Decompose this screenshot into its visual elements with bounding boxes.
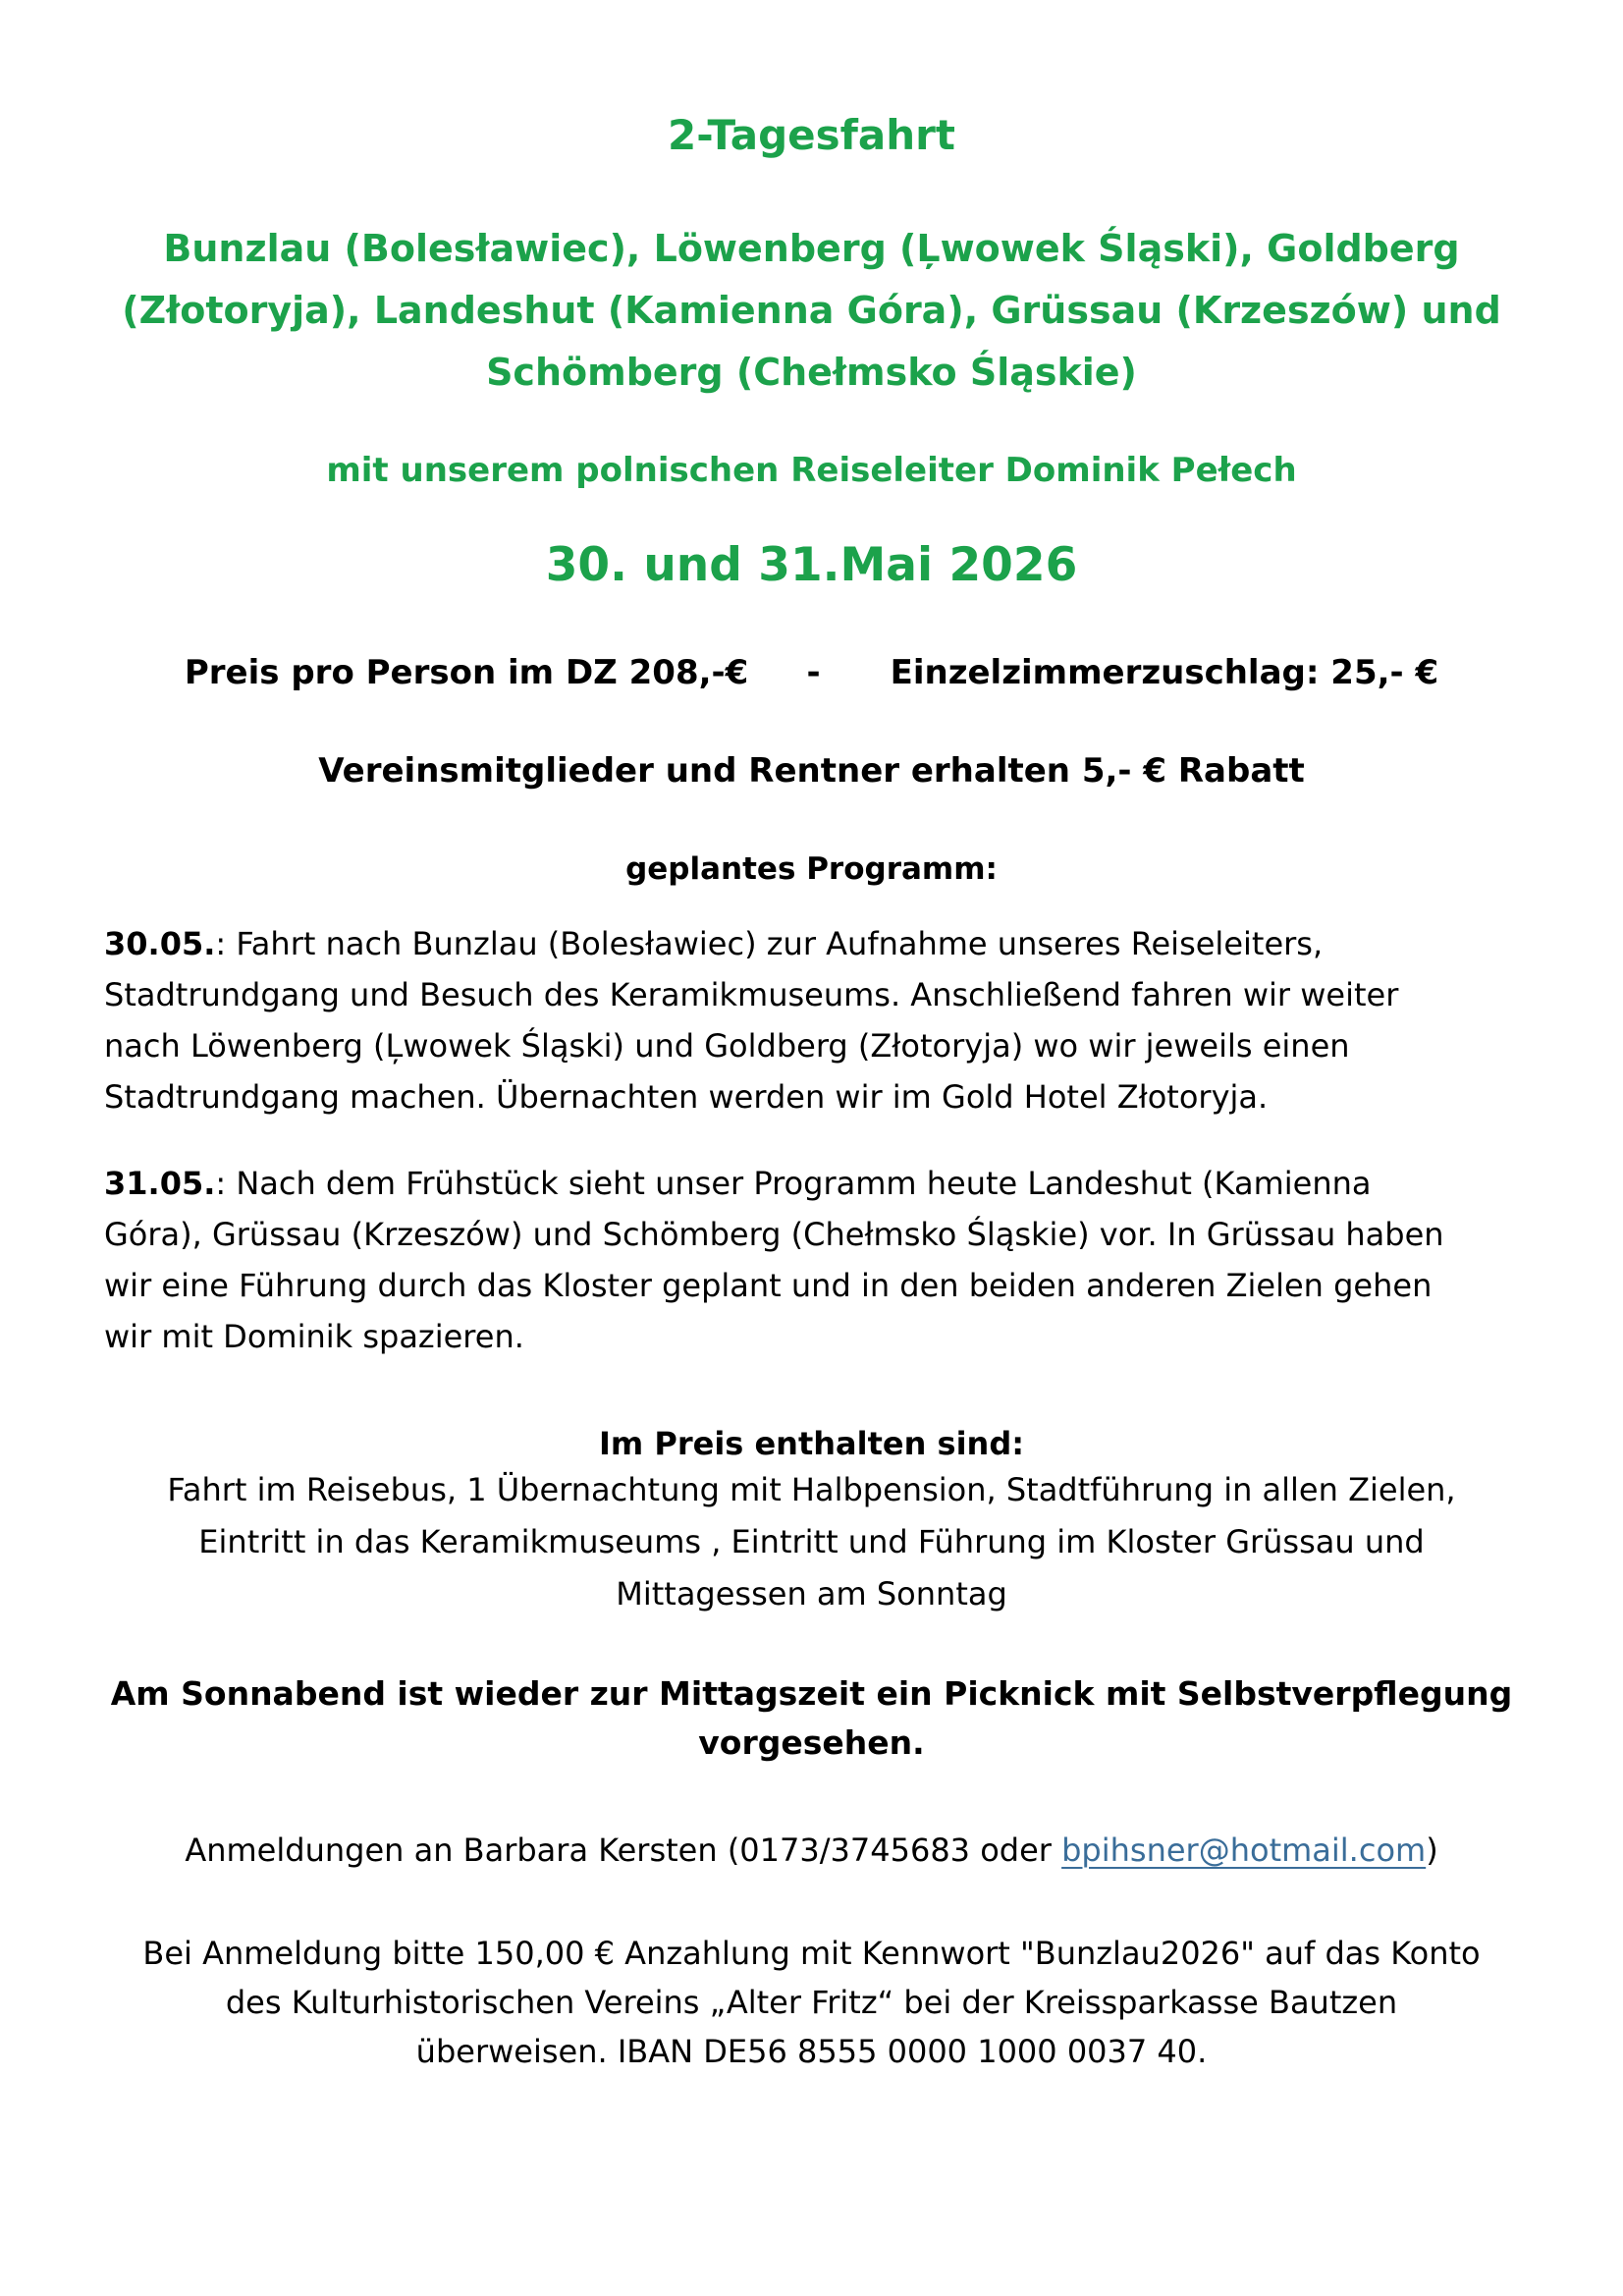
price-line: Preis pro Person im DZ 208,-€ - Einzelzimmerzuschlag: 25,- € [184, 653, 1439, 692]
travel-dates: 30. und 31.Mai 2026 [545, 538, 1078, 592]
program-day-1-line-3: nach Löwenberg (Ļwowek Śląski) und Goldberg (Złotoryja) wo wir jeweils einen [104, 1027, 1350, 1065]
payment-line-3: überweisen. IBAN DE56 8555 0000 1000 0037 40. [415, 2033, 1208, 2070]
program-day-2-sep: : [215, 1165, 237, 1202]
payment-line-2: des Kulturhistorischen Vereins „Alter Fritz“ bei der Kreissparkasse Bautzen [225, 1984, 1398, 2021]
program-heading: geplantes Programm: [625, 851, 998, 887]
payment-info [104, 1929, 1519, 2076]
payment-line-1: Bei Anmeldung bitte 150,00 € Anzahlung mit Kennwort "Bunzlau2026" auf das Konto [142, 1935, 1481, 1972]
registration-text: Anmeldungen an Barbara Kersten (0173/3745683 oder [185, 1831, 1062, 1869]
program-day-2-line-4: wir mit Dominik spazieren. [104, 1318, 524, 1355]
discount-line: Vereinsmitglieder und Rentner erhalten 5,- € Rabatt [318, 751, 1305, 791]
included-heading: Im Preis enthalten sind: [598, 1425, 1025, 1462]
program-day-1-line-4: Stadtrundgang machen. Übernachten werden wir im Gold Hotel Złotoryja. [104, 1078, 1269, 1116]
program-day-1 [104, 918, 1519, 1122]
program-day-2-line-3: wir eine Führung durch das Kloster geplant und in den beiden anderen Zielen gehen [104, 1267, 1433, 1304]
page-title: 2-Tagesfahrt [668, 111, 955, 159]
program-day-2-line-1 [104, 1158, 1519, 1209]
picnic-line-1: Am Sonnabend ist wieder zur Mittagszeit ein Picknick mit Selbstverpflegung [110, 1674, 1513, 1713]
program-day-1-sep: : [215, 925, 237, 962]
picnic-line-2: vorgesehen. [698, 1723, 925, 1762]
included-line-1: Fahrt im Reisebus, 1 Übernachtung mit Halbpension, Stadtführung in allen Zielen, [167, 1471, 1456, 1508]
registration-line [104, 1829, 1519, 1872]
picnic-notice [104, 1669, 1519, 1768]
destinations-line-3: Schömberg (Chełmsko Śląskie) [486, 351, 1137, 394]
included-line-3: Mittagessen am Sonntag [616, 1575, 1007, 1613]
program-day-1-text: Fahrt nach Bunzlau (Bolesławiec) zur Aufnahme unseres Reiseleiters, [236, 925, 1324, 962]
program-day-1-date: 30.05. [104, 925, 216, 962]
email-link[interactable]: bpihsner@hotmail.com [1061, 1831, 1427, 1869]
program-day-2-text: Nach dem Frühstück sieht unser Programm heute Landeshut (Kamienna [236, 1165, 1372, 1202]
program-day-2 [104, 1158, 1519, 1362]
included-list [104, 1464, 1519, 1620]
program-day-1-line-1 [104, 918, 1519, 969]
program-day-1-line-2: Stadtrundgang und Besuch des Keramikmuseums. Anschließend fahren wir weiter [104, 976, 1399, 1013]
registration-text-after: ) [1426, 1831, 1438, 1869]
included-line-2: Eintritt in das Keramikmuseums , Eintritt und Führung im Kloster Grüssau und [198, 1523, 1425, 1560]
destinations-heading [104, 218, 1519, 404]
program-day-2-date: 31.05. [104, 1165, 216, 1202]
destinations-line-1: Bunzlau (Bolesławiec), Löwenberg (Ļwowek Śląski), Goldberg [163, 227, 1460, 270]
tour-guide-line: mit unserem polnischen Reiseleiter Dominik Pełech [326, 451, 1297, 490]
program-day-2-line-2: Góra), Grüssau (Krzeszów) und Schömberg (Chełmsko Śląskie) vor. In Grüssau haben [104, 1216, 1444, 1253]
destinations-line-2: (Złotoryja), Landeshut (Kamienna Góra), Grüssau (Krzeszów) und [122, 289, 1501, 332]
